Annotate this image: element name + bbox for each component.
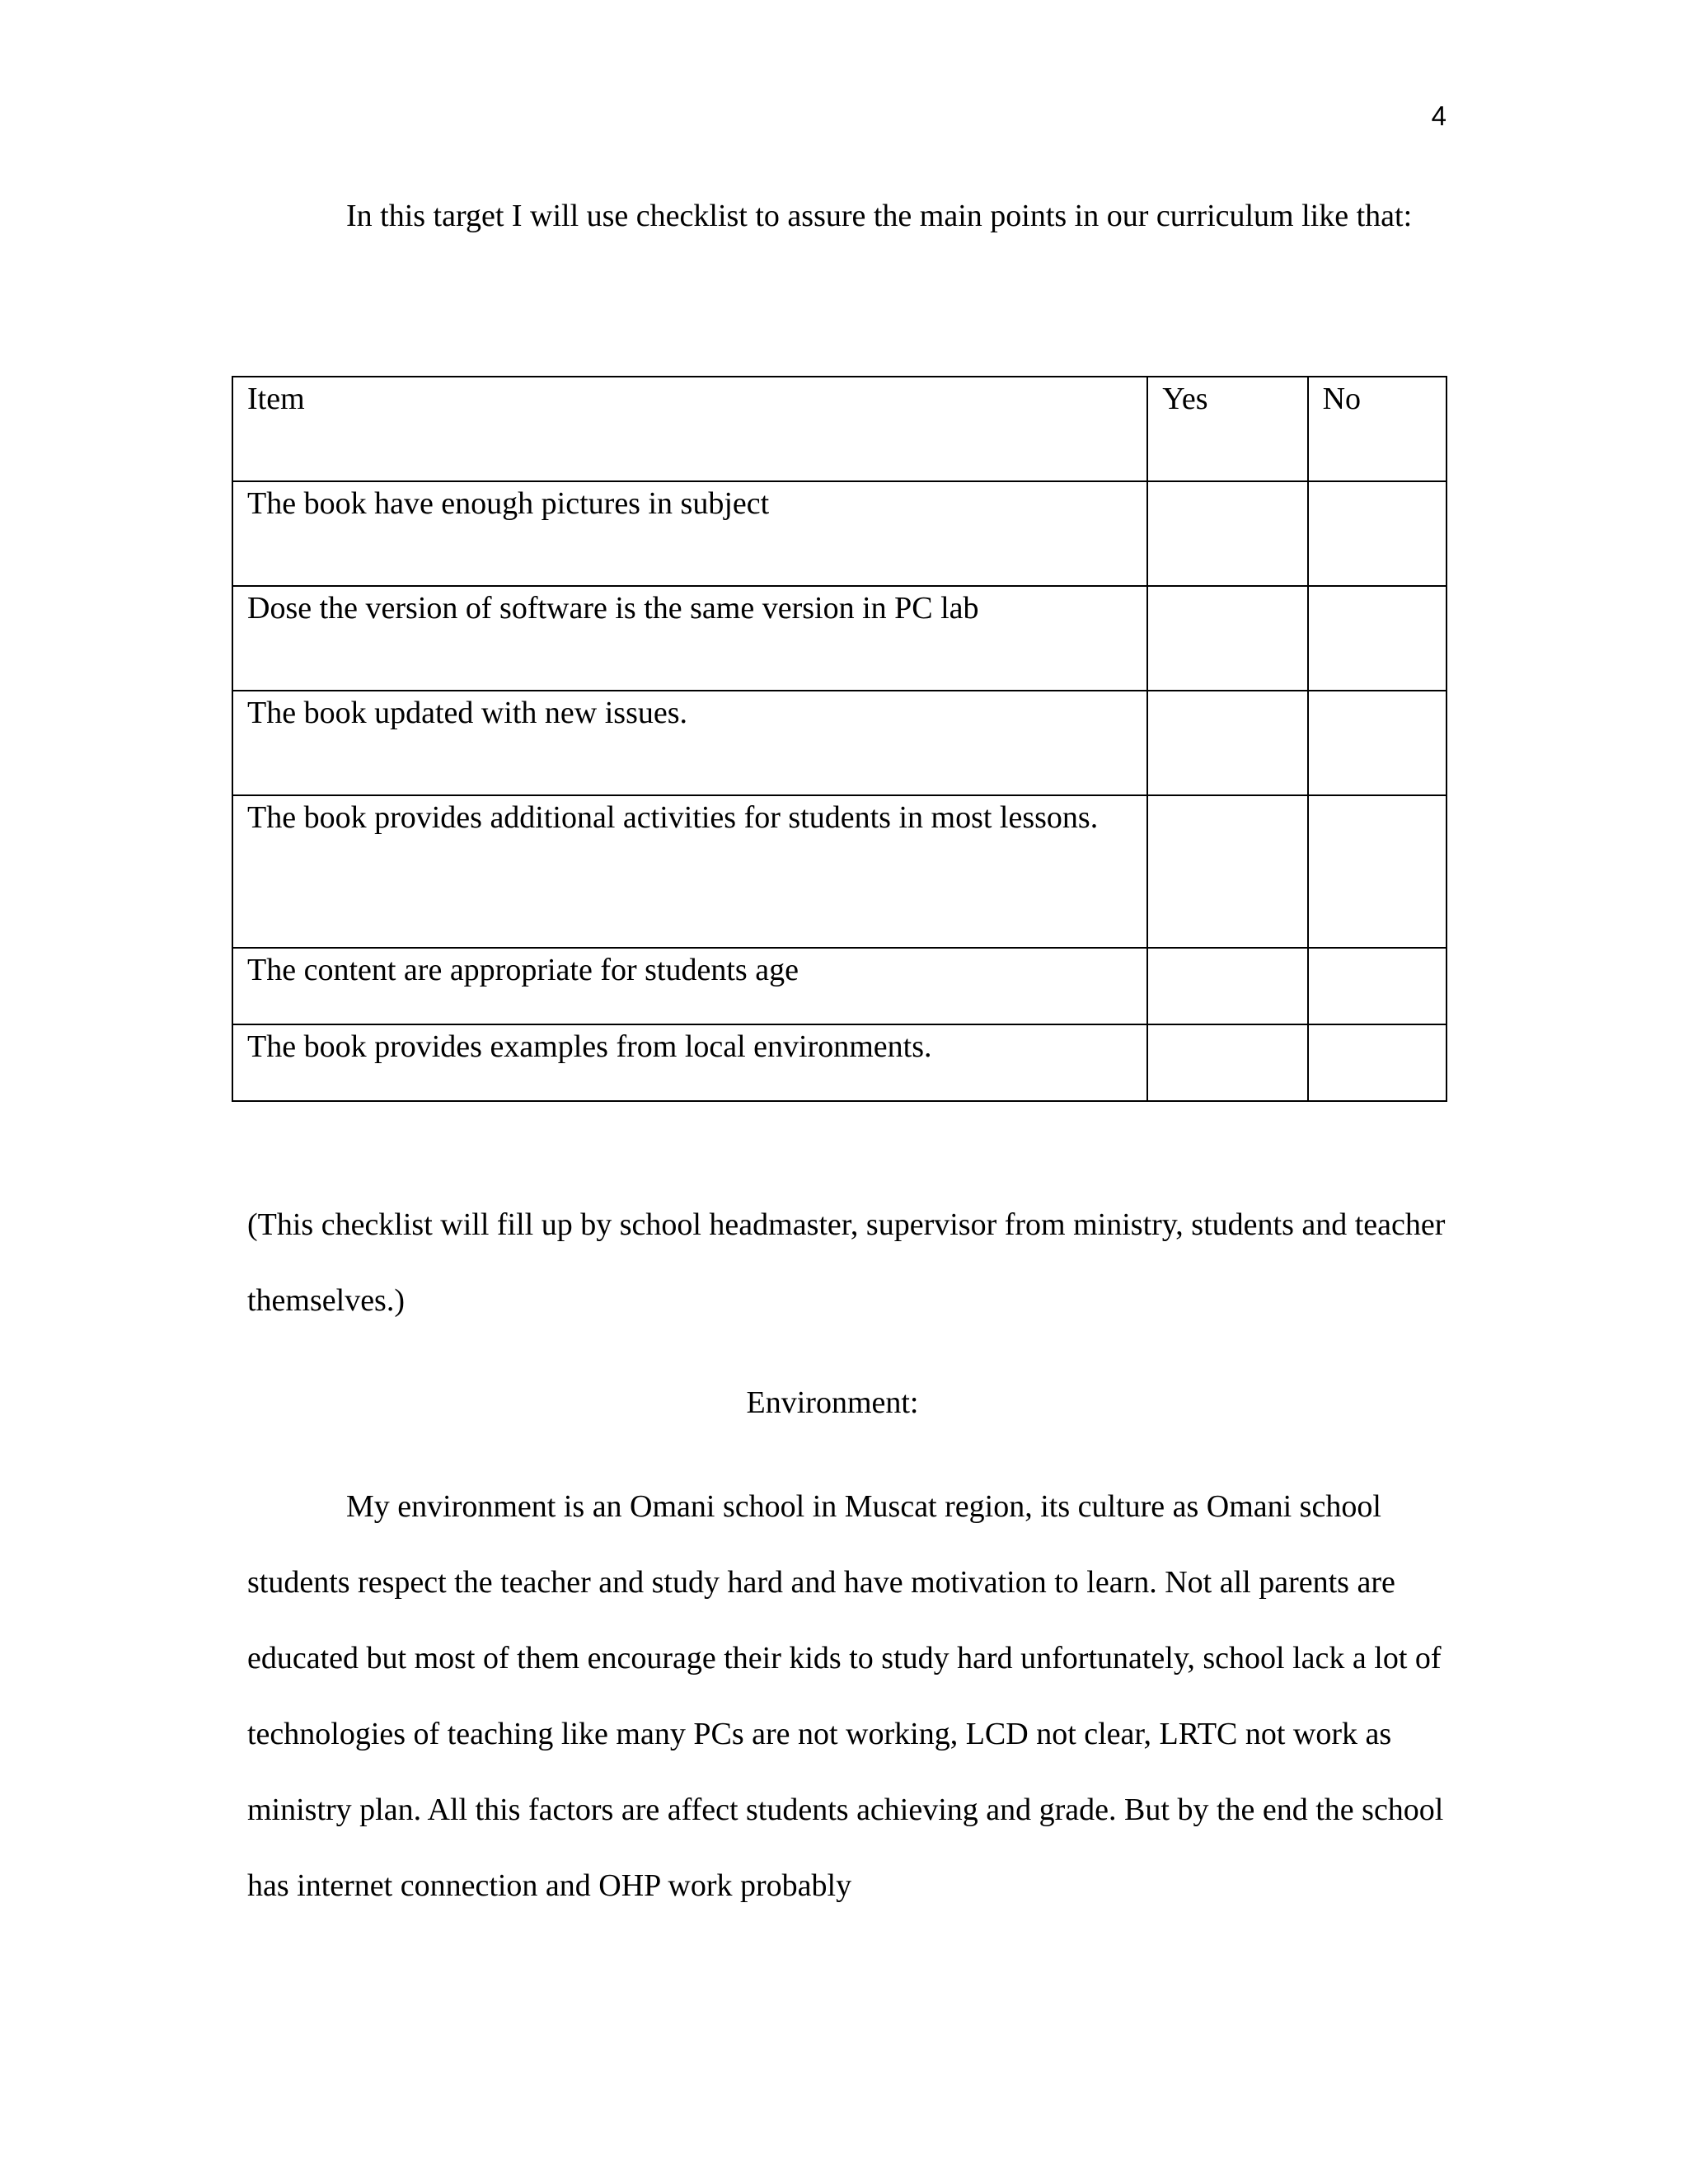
row-item-text: The book have enough pictures in subject [232, 481, 1147, 586]
header-no: No [1308, 377, 1447, 481]
checklist-note: (This checklist will fill up by school headmaster, supervisor from ministry, students and teacher themselves.) [247, 1207, 1446, 1318]
row-item-text: Dose the version of software is the same version in PC lab [232, 586, 1147, 691]
row-item-text: The content are appropriate for students age [232, 948, 1147, 1024]
no-cell [1308, 948, 1447, 1024]
table-row [232, 795, 1447, 948]
row-item-text: The book updated with new issues. [232, 691, 1147, 795]
intro-paragraph: In this target I will use checklist to assure the main points in our curriculum like that: [346, 199, 1413, 233]
checklist-table [232, 376, 1447, 1102]
no-cell [1308, 795, 1447, 948]
yes-cell [1147, 1024, 1307, 1101]
environment-paragraph: My environment is an Omani school in Muscat region, its culture as Omani school students respect the teacher and study hard and have motivation to learn. Not all parents are educated but most of them encourage their kids to study hard unfortunately, school lack a lot of technologies of teaching like many PCs are not working, LCD not clear, LRTC not work as ministry plan. All this factors are affect students achieving and grade. But by the end the school has internet connection and OHP work probably [247, 1489, 1444, 1903]
header-yes: Yes [1147, 377, 1307, 481]
yes-cell [1147, 481, 1307, 586]
no-cell [1308, 1024, 1447, 1101]
table-row [232, 1024, 1447, 1101]
no-cell [1308, 586, 1447, 691]
yes-cell [1147, 948, 1307, 1024]
yes-cell [1147, 586, 1307, 691]
row-item-text: The book provides additional activities for students in most lessons. [232, 795, 1147, 948]
no-cell [1308, 481, 1447, 586]
yes-cell [1147, 691, 1307, 795]
row-item-text: The book provides examples from local environments. [232, 1024, 1147, 1101]
section-heading: Environment: [746, 1385, 919, 1420]
no-cell [1308, 691, 1447, 795]
header-item: Item [232, 377, 1147, 481]
page-number: 4 [1431, 101, 1447, 131]
yes-cell [1147, 795, 1307, 948]
